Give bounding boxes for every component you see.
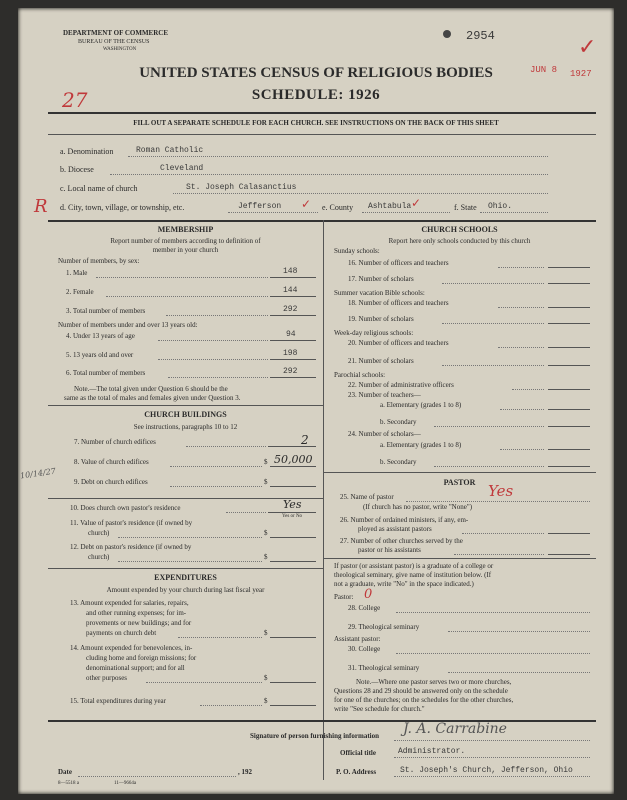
q14-label-4: other purposes xyxy=(86,674,128,682)
check-mark-icon: ✓ xyxy=(411,196,422,210)
header-rule xyxy=(48,112,596,114)
po-address-label: P. O. Address xyxy=(336,768,377,776)
membership-title: MEMBERSHIP xyxy=(157,225,214,234)
date-line xyxy=(78,776,236,777)
q27-blank xyxy=(548,554,590,555)
q14-dollar: $ xyxy=(264,674,268,682)
q8-blank xyxy=(270,466,316,467)
punch-mark xyxy=(443,30,451,38)
section-rule xyxy=(48,220,596,222)
q13-dollar: $ xyxy=(264,629,268,637)
q27-label-2: pastor or his assistants xyxy=(358,546,421,554)
city-label: d. City, town, village, or township, etc. xyxy=(60,203,185,212)
census-schedule-sheet xyxy=(18,8,614,794)
q10-leader xyxy=(226,512,266,513)
q10-value[interactable]: Yes xyxy=(283,498,302,511)
schools-rule xyxy=(323,472,596,473)
q12-label-2: church) xyxy=(88,553,110,561)
membership-intro: Report number of members according to definition of xyxy=(110,237,261,245)
q6-label: 6. Total number of members xyxy=(66,369,146,377)
q29-line xyxy=(448,631,590,632)
membership-note: Note.—The total given under Question 6 should be the xyxy=(74,385,228,393)
q3-value[interactable]: 292 xyxy=(283,305,298,314)
q16-leader xyxy=(498,267,544,268)
q5-blank xyxy=(270,359,316,360)
q15-label: 15. Total expenditures during year xyxy=(70,697,166,705)
official-title-value[interactable]: Administrator. xyxy=(398,747,466,756)
q24b-blank xyxy=(548,466,590,467)
pastor-rule xyxy=(323,558,596,559)
q3-leader xyxy=(166,315,268,316)
po-address-line xyxy=(394,776,590,777)
buildings-title: CHURCH BUILDINGS xyxy=(144,410,227,419)
q28-line xyxy=(396,612,590,613)
diocese-label: b. Diocese xyxy=(60,165,94,174)
q12-blank xyxy=(270,561,316,562)
q11-label-2: church) xyxy=(88,529,110,537)
po-address-value[interactable]: St. Joseph's Church, Jefferson, Ohio xyxy=(400,766,573,775)
footer-rule xyxy=(48,720,596,722)
parochial-label: Parochial schools: xyxy=(334,371,386,379)
church-name-value[interactable]: St. Joseph Calasanctius xyxy=(186,183,297,192)
q1-label: 1. Male xyxy=(66,269,88,277)
serial-number: 2954 xyxy=(466,29,495,43)
q25-line xyxy=(406,501,590,502)
expenditures-title: EXPENDITURES xyxy=(154,573,217,582)
q24a-label: a. Elementary (grades 1 to 8) xyxy=(380,441,462,449)
membership-rule xyxy=(48,405,323,406)
q29-label: 29. Theological seminary xyxy=(348,623,420,631)
q14-label: 14. Amount expended for benevolences, in- xyxy=(70,644,193,652)
pastor-note-3: for one of the churches; on the schedules for the other churches, xyxy=(334,696,514,704)
q6-leader xyxy=(168,377,268,378)
q26-label: 26. Number of ordained ministers, if any, em- xyxy=(340,516,469,524)
bureau-city: WASHINGTON xyxy=(103,47,137,52)
q24b-label: b. Secondary xyxy=(380,458,417,466)
q28-label: 28. College xyxy=(348,604,381,612)
q13-leader xyxy=(178,637,262,638)
q17-label: 17. Number of scholars xyxy=(348,275,414,283)
q4-value[interactable]: 94 xyxy=(286,330,296,339)
q11-leader xyxy=(118,537,262,538)
form-number: 8—5518 a xyxy=(58,781,79,786)
q2-value[interactable]: 144 xyxy=(283,286,298,295)
official-title-label: Official title xyxy=(340,749,376,757)
q15-dollar: $ xyxy=(264,697,268,705)
county-label: e. County xyxy=(322,203,354,212)
q8-leader xyxy=(170,466,262,467)
schools-intro: Report here only schools conducted by this church xyxy=(388,237,531,245)
form-title: UNITED STATES CENSUS OF RELIGIOUS BODIES xyxy=(139,65,493,81)
q19-blank xyxy=(548,323,590,324)
q20-leader xyxy=(498,347,544,348)
q13-label: 13. Amount expended for salaries, repairs, xyxy=(70,599,189,607)
q2-leader xyxy=(106,296,268,297)
membership-note-2: same as the total of males and females given under Question 3. xyxy=(64,394,241,402)
pastor-note-2: Questions 28 and 29 should be answered only on the schedule xyxy=(334,687,508,695)
q14-label-3: denominational support; and for all xyxy=(86,664,185,672)
pastor-title: PASTOR xyxy=(443,478,476,487)
q24-label: 24. Number of scholars— xyxy=(348,430,421,438)
q23a-blank xyxy=(548,409,590,410)
diocese-line xyxy=(110,174,548,175)
q31-line xyxy=(448,672,590,673)
assistant-label: Assistant pastor: xyxy=(334,635,381,643)
date-year: , 192 xyxy=(238,768,252,776)
q15-blank xyxy=(270,705,316,706)
q11-dollar: $ xyxy=(264,529,268,537)
pastor-note-4: write "See schedule for church." xyxy=(334,705,425,713)
q26-leader xyxy=(462,533,544,534)
q6-value[interactable]: 292 xyxy=(283,367,298,376)
q22-blank xyxy=(548,389,590,390)
q25-note: (If church has no pastor, write "None") xyxy=(363,503,473,511)
q5-value[interactable]: 198 xyxy=(283,349,298,358)
q23b-blank xyxy=(548,426,590,427)
pastor-note: Note.—Where one pastor serves two or more churches, xyxy=(356,678,512,686)
q30-label: 30. College xyxy=(348,645,381,653)
q25-label: 25. Name of pastor xyxy=(340,493,394,501)
r-mark: R xyxy=(34,196,48,217)
q18-label: 18. Number of officers and teachers xyxy=(348,299,449,307)
q15-leader xyxy=(200,705,262,706)
q1-value[interactable]: 148 xyxy=(283,267,298,276)
q27-leader xyxy=(454,554,544,555)
q8-value[interactable]: 50,000 xyxy=(274,453,313,466)
q13-label-2: and other running expenses; for im- xyxy=(86,609,187,617)
instructions: FILL OUT A SEPARATE SCHEDULE FOR EACH CHURCH. SEE INSTRUCTIONS ON THE BACK OF THIS SHEET xyxy=(133,119,499,127)
city-value[interactable]: Jefferson xyxy=(238,202,282,211)
city-line xyxy=(228,212,318,213)
q14-blank xyxy=(270,682,316,683)
q9-dollar: $ xyxy=(264,478,268,486)
membership-intro-2: member in your church xyxy=(152,246,219,254)
q3-blank xyxy=(270,315,316,316)
q7-label: 7. Number of church edifices xyxy=(74,438,156,446)
q31-label: 31. Theological seminary xyxy=(348,664,420,672)
q16-blank xyxy=(548,267,590,268)
q21-leader xyxy=(442,365,544,366)
church-name-line xyxy=(173,193,548,194)
q4-label: 4. Under 13 years of age xyxy=(66,332,135,340)
q9-leader xyxy=(170,486,262,487)
q4-blank xyxy=(270,340,316,341)
q11-label: 11. Value of pastor's residence (if owned by xyxy=(70,519,193,527)
diocese-value[interactable]: Cleveland xyxy=(160,164,204,173)
column-divider xyxy=(323,220,324,780)
official-title-line xyxy=(394,757,590,758)
weekday-label: Week-day religious schools: xyxy=(334,329,414,337)
q8-label: 8. Value of church edifices xyxy=(74,458,149,466)
q12-leader xyxy=(118,561,262,562)
state-value[interactable]: Ohio. xyxy=(488,202,513,211)
q12-dollar: $ xyxy=(264,553,268,561)
q17-blank xyxy=(548,283,590,284)
q4-leader xyxy=(158,340,268,341)
q9-label: 9. Debt on church edifices xyxy=(74,478,148,486)
buildings-intro: See instructions, paragraphs 10 to 12 xyxy=(133,423,238,431)
q9-blank xyxy=(270,486,316,487)
q1-leader xyxy=(96,277,268,278)
county-value[interactable]: Ashtabula xyxy=(368,202,412,211)
q24b-leader xyxy=(434,466,544,467)
q12-label: 12. Debt on pastor's residence (if owned by xyxy=(70,543,192,551)
state-label: f. State xyxy=(454,203,477,212)
q1-blank xyxy=(270,277,316,278)
q11-blank xyxy=(270,537,316,538)
expenditures-intro: Amount expended by your church during last fiscal year xyxy=(106,586,265,594)
q27-label: 27. Number of other churches served by the xyxy=(340,537,463,545)
margin-note: 27 xyxy=(62,88,88,112)
q22-leader xyxy=(512,389,544,390)
state-line xyxy=(480,212,548,213)
county-line xyxy=(362,212,450,213)
q26-blank xyxy=(548,533,590,534)
q13-label-4: payments on church debt xyxy=(86,629,157,637)
denomination-value[interactable]: Roman Catholic xyxy=(136,146,204,155)
q16-label: 16. Number of officers and teachers xyxy=(348,259,449,267)
check-mark-icon: ✓ xyxy=(301,197,312,211)
church-name-label: c. Local name of church xyxy=(60,184,138,193)
q3-label: 3. Total number of members xyxy=(66,307,146,315)
q23b-label: b. Secondary xyxy=(380,418,417,426)
by-sex-label: Number of members, by sex: xyxy=(58,257,140,265)
q30-line xyxy=(396,653,590,654)
print-number: 11—9664a xyxy=(114,781,137,786)
q25-value[interactable]: Yes xyxy=(488,482,514,500)
q13-label-3: provements or new buildings; and for xyxy=(86,619,192,627)
graduate-instruction: If pastor (or assistant pastor) is a graduate of a college or xyxy=(334,562,494,570)
q2-blank xyxy=(270,296,316,297)
signature[interactable]: J. A. Carrabine xyxy=(403,721,507,737)
q24a-leader xyxy=(500,449,544,450)
signature-label: Signature of person furnishing information xyxy=(250,732,379,740)
q23a-label: a. Elementary (grades 1 to 8) xyxy=(380,401,462,409)
graduate-instruction-3: not a graduate, write "No" in the space indicated.) xyxy=(334,580,474,588)
q21-label: 21. Number of scholars xyxy=(348,357,414,365)
schools-title: CHURCH SCHOOLS xyxy=(421,225,498,234)
date-note: 10/14/27 xyxy=(19,466,57,481)
date-label: Date xyxy=(58,768,72,776)
instructions-rule xyxy=(48,134,596,135)
q18-leader xyxy=(498,307,544,308)
q7-leader xyxy=(186,446,266,447)
q24a-blank xyxy=(548,449,590,450)
q20-blank xyxy=(548,347,590,348)
age-intro: Number of members under and over 13 years old: xyxy=(58,321,198,329)
q19-leader xyxy=(442,323,544,324)
denomination-line xyxy=(128,156,548,157)
q5-label: 5. 13 years old and over xyxy=(66,351,134,359)
graduate-instruction-2: theological seminary, give name of institution below. (If xyxy=(334,571,492,579)
form-subtitle: SCHEDULE: 1926 xyxy=(251,87,381,103)
summer-label: Summer vacation Bible schools: xyxy=(334,289,425,297)
q19-label: 19. Number of scholars xyxy=(348,315,414,323)
buildings-rule xyxy=(48,568,323,569)
pastor-label: Pastor: xyxy=(334,593,354,601)
q14-leader xyxy=(146,682,262,683)
q23-label: 23. Number of teachers— xyxy=(348,391,421,399)
q9-rule xyxy=(48,498,323,499)
q17-leader xyxy=(442,283,544,284)
q6-blank xyxy=(270,377,316,378)
q10-label: 10. Does church own pastor's residence xyxy=(70,504,181,512)
signature-line xyxy=(394,740,590,741)
sunday-label: Sunday schools: xyxy=(334,247,380,255)
q8-dollar: $ xyxy=(264,458,268,466)
yes-no-hint: Yes or No xyxy=(282,514,303,519)
q21-blank xyxy=(548,365,590,366)
bureau-name: BUREAU OF THE CENSUS xyxy=(78,39,150,45)
pastor-mark: 0 xyxy=(364,587,373,602)
q20-label: 20. Number of officers and teachers xyxy=(348,339,449,347)
q18-blank xyxy=(548,307,590,308)
denomination-label: a. Denomination xyxy=(60,147,114,156)
q23b-leader xyxy=(434,426,544,427)
q10-blank xyxy=(268,512,316,513)
check-mark-icon: ✓ xyxy=(578,34,597,59)
q22-label: 22. Number of administrative officers xyxy=(348,381,454,389)
received-stamp: JUN 8 xyxy=(530,65,558,75)
q2-label: 2. Female xyxy=(66,288,94,296)
q5-leader xyxy=(158,359,268,360)
q7-value[interactable]: 2 xyxy=(301,433,309,447)
q13-blank xyxy=(270,637,316,638)
q26-label-2: ployed as assistant pastors xyxy=(358,525,432,533)
received-stamp-year: 1927 xyxy=(570,69,592,79)
department-name: DEPARTMENT OF COMMERCE xyxy=(63,29,169,37)
q23a-leader xyxy=(500,409,544,410)
q14-label-2: cluding home and foreign missions; for xyxy=(86,654,197,662)
